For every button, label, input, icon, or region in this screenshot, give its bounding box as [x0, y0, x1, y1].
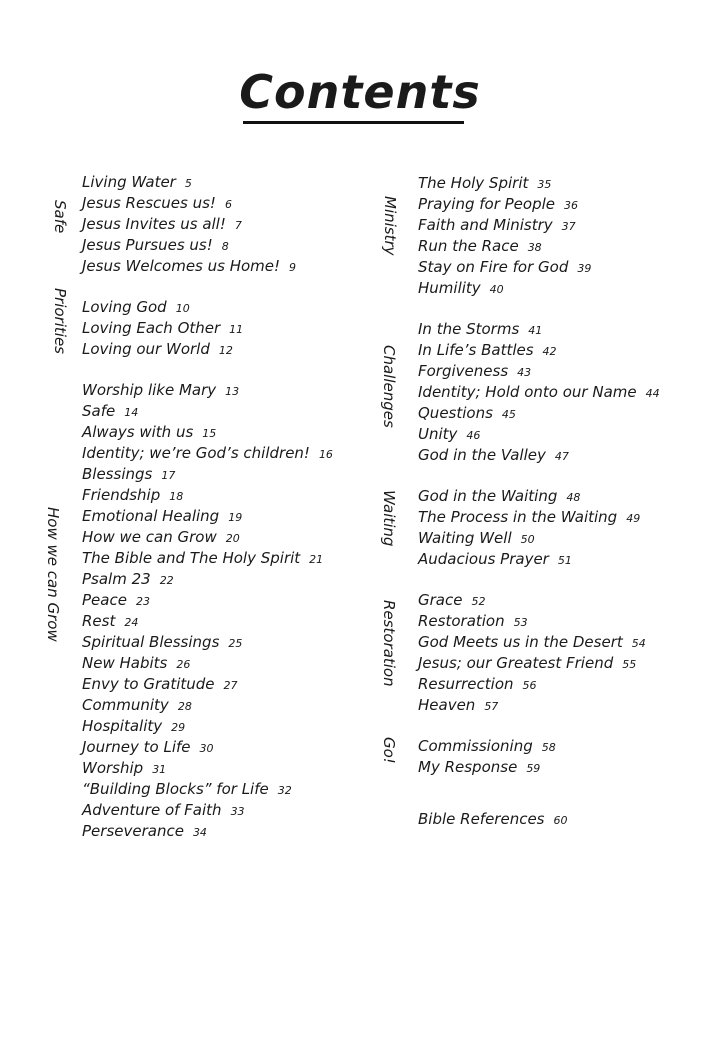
toc-entry: [82, 717, 185, 737]
toc-entry: [82, 696, 192, 716]
toc-entry-title: Faith and Ministry: [418, 216, 553, 234]
toc-entry: [418, 654, 636, 674]
toc-entry-title: Community: [82, 696, 169, 714]
section-label: Priorities: [51, 288, 69, 354]
toc-entry: [82, 194, 232, 214]
toc-entry-page: 15: [202, 427, 217, 440]
toc-entry-page: 7: [234, 219, 242, 232]
toc-entry-title: Blessings: [82, 465, 153, 483]
toc-entry: [418, 258, 591, 278]
toc-entry-page: 11: [229, 323, 244, 336]
toc-entry-page: 53: [513, 616, 528, 629]
toc-entry: [82, 549, 323, 569]
toc-entry-page: 50: [520, 533, 535, 546]
toc-entry: [82, 319, 243, 339]
toc-entry-page: 51: [557, 554, 572, 567]
toc-entry: [418, 612, 528, 632]
toc-entry: [82, 822, 207, 842]
toc-entry: [82, 780, 292, 800]
toc-entry-page: 23: [135, 595, 150, 608]
toc-entry-page: 39: [577, 262, 592, 275]
toc-entry-title: Friendship: [82, 486, 161, 504]
section-label: Go!: [380, 737, 398, 764]
toc-entry-page: 34: [192, 826, 207, 839]
toc-entry-page: 19: [228, 511, 243, 524]
toc-entry-page: 22: [159, 574, 174, 587]
toc-entry: [82, 570, 174, 590]
toc-entry-page: 13: [225, 385, 240, 398]
toc-entry-page: 29: [171, 721, 186, 734]
toc-entry-title: Hospitality: [82, 717, 163, 735]
toc-entry-title: “Building Blocks” for Life: [82, 780, 269, 798]
toc-entry-title: The Holy Spirit: [418, 174, 529, 192]
section-label: How we can Grow: [44, 507, 62, 642]
toc-entry-title: Loving God: [82, 298, 167, 316]
toc-entry-title: Safe: [82, 402, 116, 420]
toc-entry-title: Envy to Gratitude: [82, 675, 215, 693]
toc-entry-title: Loving Each Other: [82, 319, 221, 337]
toc-entry-page: 55: [622, 658, 637, 671]
toc-entry-title: In Life’s Battles: [418, 341, 534, 359]
toc-entry: [82, 507, 242, 527]
toc-entry-title: Grace: [418, 591, 463, 609]
toc-entry-title: Always with us: [82, 423, 194, 441]
toc-entry-page: 27: [223, 679, 238, 692]
toc-entry-title: Humility: [418, 279, 481, 297]
toc-entry-title: Jesus; our Greatest Friend: [418, 654, 614, 672]
toc-entry-page: 40: [489, 283, 504, 296]
toc-entry-page: 59: [526, 762, 541, 775]
toc-entry-page: 58: [541, 741, 556, 754]
toc-entry-title: Spiritual Blessings: [82, 633, 220, 651]
toc-entry: [418, 425, 480, 445]
section-label: Challenges: [380, 345, 398, 428]
toc-entry: [418, 529, 535, 549]
toc-entry-page: 18: [169, 490, 184, 503]
toc-entry-title: Jesus Welcomes us Home!: [82, 257, 281, 275]
toc-entry-title: Psalm 23: [82, 570, 151, 588]
toc-entry-page: 28: [177, 700, 192, 713]
toc-entry: [82, 340, 233, 360]
toc-entry-title: Jesus Rescues us!: [82, 194, 216, 212]
toc-entry: [418, 174, 551, 194]
toc-entry-title: Unity: [418, 425, 458, 443]
toc-entry: [418, 591, 485, 611]
section-label: Waiting: [380, 490, 398, 547]
toc-entry-page: 42: [542, 345, 557, 358]
toc-entry: [82, 528, 240, 548]
page-title: Contents: [239, 65, 481, 119]
toc-entry-title: My Response: [418, 758, 518, 776]
toc-entry-title: Audacious Prayer: [418, 550, 549, 568]
toc-entry-page: 30: [199, 742, 214, 755]
toc-entry: [82, 215, 242, 235]
toc-entry-page: 44: [645, 387, 660, 400]
toc-entry-title: Rest: [82, 612, 116, 630]
toc-entry-title: Praying for People: [418, 195, 556, 213]
toc-entry: [418, 383, 660, 403]
toc-entry-title: God Meets us in the Desert: [418, 633, 623, 651]
toc-entry-page: 10: [175, 302, 190, 315]
toc-entry-page: 20: [225, 532, 240, 545]
toc-entry-title: In the Storms: [418, 320, 520, 338]
toc-entry-page: 47: [554, 450, 569, 463]
toc-entry: [82, 759, 166, 779]
toc-entry-title: Run the Race: [418, 237, 519, 255]
toc-entry: [82, 423, 216, 443]
toc-entry: [82, 486, 183, 506]
section-label: Safe: [51, 200, 69, 234]
toc-entry: [418, 696, 498, 716]
toc-entry-page: 17: [161, 469, 176, 482]
toc-entry: [82, 675, 238, 695]
toc-entry-title: Worship like Mary: [82, 381, 217, 399]
toc-entry-title: Identity; we’re God’s children!: [82, 444, 310, 462]
toc-entry-page: 56: [522, 679, 537, 692]
toc-entry: [82, 402, 138, 422]
toc-entry: [418, 320, 542, 340]
toc-entry-page: 31: [152, 763, 167, 776]
toc-entry-title: Peace: [82, 591, 127, 609]
toc-entry: [418, 341, 557, 361]
toc-entry: [418, 216, 576, 236]
toc-entry-page: 14: [124, 406, 139, 419]
toc-entry-page: 37: [561, 220, 576, 233]
toc-entry-page: 21: [309, 553, 324, 566]
toc-entry-title: Stay on Fire for God: [418, 258, 569, 276]
toc-entry-title: The Bible and The Holy Spirit: [82, 549, 301, 567]
toc-entry-page: 46: [466, 429, 481, 442]
toc-entry: [82, 612, 138, 632]
toc-entry-title: Emotional Healing: [82, 507, 220, 525]
toc-entry: [418, 404, 516, 424]
toc-entry-page: 16: [318, 448, 333, 461]
toc-entry-page: 45: [501, 408, 516, 421]
toc-entry: [82, 738, 214, 758]
toc-entry-title: Restoration: [418, 612, 505, 630]
toc-entry: [418, 810, 568, 830]
toc-entry-title: Waiting Well: [418, 529, 512, 547]
section-label: Restoration: [380, 600, 398, 687]
toc-entry: [82, 801, 245, 821]
toc-entry: [418, 675, 537, 695]
toc-entry: [82, 173, 192, 193]
toc-entry-title: Bible References: [418, 810, 545, 828]
toc-entry: [82, 633, 242, 653]
toc-entry-title: The Process in the Waiting: [418, 508, 618, 526]
toc-entry-page: 8: [221, 240, 229, 253]
toc-entry-title: Living Water: [82, 173, 176, 191]
toc-entry-page: 52: [471, 595, 486, 608]
toc-entry: [82, 444, 333, 464]
toc-entry-title: Forgiveness: [418, 362, 509, 380]
toc-entry-page: 35: [537, 178, 552, 191]
toc-entry-title: Commissioning: [418, 737, 533, 755]
section-label: Ministry: [381, 196, 399, 256]
toc-entry: [418, 758, 540, 778]
toc-entry: [418, 737, 556, 757]
toc-entry-title: New Habits: [82, 654, 168, 672]
toc-entry-title: God in the Waiting: [418, 487, 558, 505]
toc-entry: [418, 550, 572, 570]
toc-entry-page: 9: [289, 261, 297, 274]
toc-entry: [418, 237, 542, 257]
toc-entry-page: 25: [228, 637, 243, 650]
toc-entry-title: Perseverance: [82, 822, 184, 840]
toc-entry-page: 54: [631, 637, 646, 650]
toc-entry-page: 12: [218, 344, 233, 357]
toc-entry-title: Worship: [82, 759, 144, 777]
toc-entry: [418, 446, 569, 466]
toc-entry-title: Identity; Hold onto our Name: [418, 383, 637, 401]
toc-entry-title: Jesus Invites us all!: [82, 215, 226, 233]
toc-entry-title: Adventure of Faith: [82, 801, 222, 819]
toc-entry: [82, 465, 175, 485]
title-underline: [243, 121, 464, 124]
toc-entry-page: 49: [626, 512, 641, 525]
toc-entry-page: 36: [564, 199, 579, 212]
toc-entry: [418, 508, 640, 528]
toc-entry-page: 57: [484, 700, 499, 713]
toc-entry-title: Resurrection: [418, 675, 514, 693]
toc-entry: [82, 298, 190, 318]
toc-entry-title: Journey to Life: [82, 738, 191, 756]
toc-entry-page: 32: [277, 784, 292, 797]
toc-entry-page: 24: [124, 616, 139, 629]
toc-entry: [418, 195, 578, 215]
toc-entry: [418, 362, 531, 382]
toc-entry-title: How we can Grow: [82, 528, 217, 546]
toc-entry-page: 33: [230, 805, 245, 818]
toc-entry-title: Jesus Pursues us!: [82, 236, 213, 254]
toc-entry-title: Questions: [418, 404, 493, 422]
toc-entry: [418, 279, 504, 299]
toc-entry-page: 26: [176, 658, 191, 671]
toc-entry-page: 6: [224, 198, 232, 211]
toc-entry: [82, 381, 239, 401]
toc-entry-page: 5: [184, 177, 192, 190]
toc-entry-title: Heaven: [418, 696, 476, 714]
toc-entry-page: 41: [528, 324, 543, 337]
toc-entry-page: 48: [566, 491, 581, 504]
toc-entry: [418, 487, 580, 507]
toc-entry-page: 43: [517, 366, 532, 379]
toc-entry: [82, 654, 190, 674]
toc-entry: [82, 236, 229, 256]
toc-entry-page: 38: [527, 241, 542, 254]
toc-entry: [418, 633, 646, 653]
toc-entry-title: Loving our World: [82, 340, 210, 358]
toc-entry: [82, 591, 150, 611]
toc-entry: [82, 257, 296, 277]
toc-entry-title: God in the Valley: [418, 446, 546, 464]
toc-entry-page: 60: [553, 814, 568, 827]
